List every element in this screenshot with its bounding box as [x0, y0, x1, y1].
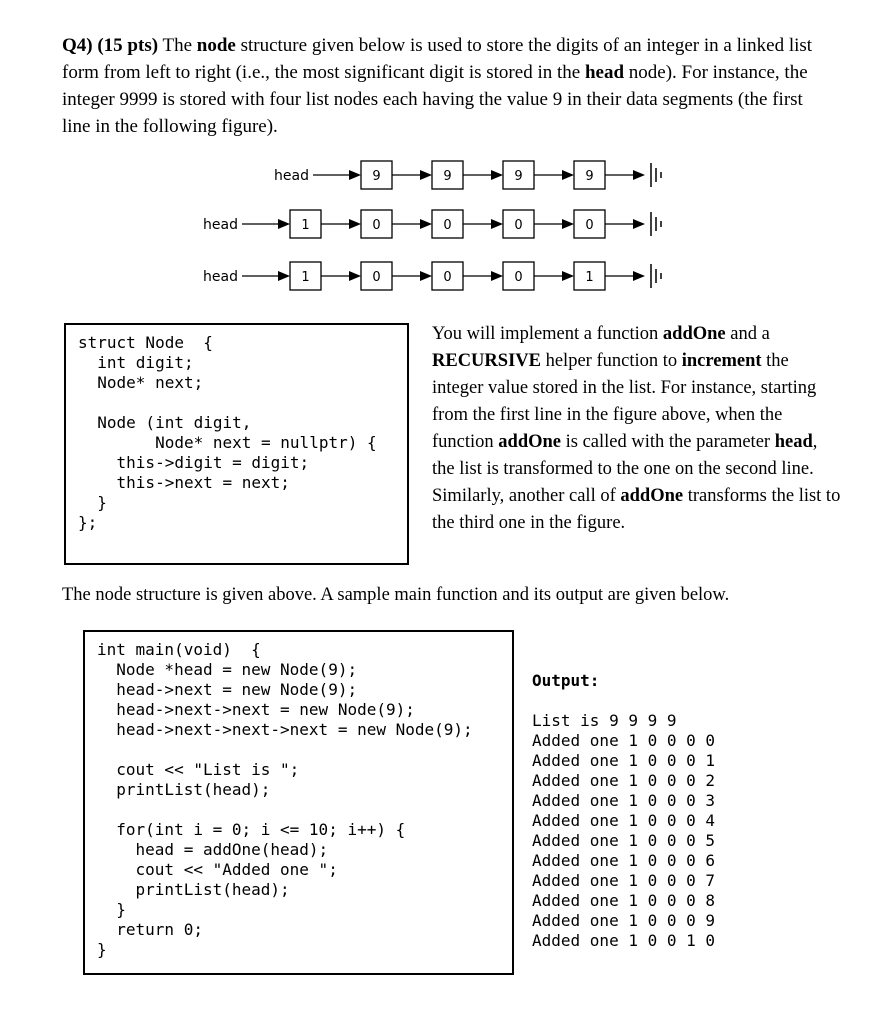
code-line: Node (int digit,: [78, 413, 252, 432]
struct-code-box: [64, 323, 409, 565]
task-part: transforms the list to the third one in the figure.: [432, 486, 841, 533]
question-bold: node: [196, 35, 236, 56]
code-line: Added one 1 0 0 0 0: [532, 731, 716, 750]
list-node-value: 0: [443, 218, 452, 233]
output-label: Output:: [532, 671, 600, 690]
head-label: head: [203, 269, 238, 285]
code-line: int main(void) {: [97, 640, 261, 659]
head-label: head: [274, 168, 309, 184]
linked-list-diagram: [0, 158, 883, 308]
question-part: The: [158, 35, 197, 56]
arrow-head: [562, 170, 574, 180]
list-node-value: 1: [585, 270, 594, 285]
arrow-head: [349, 170, 361, 180]
question-bold: head: [584, 62, 625, 83]
arrow-head: [491, 271, 503, 281]
task-part: and a: [725, 324, 770, 344]
task-bold: head: [774, 432, 813, 452]
list-node-value: 0: [585, 218, 594, 233]
task-part: helper function to: [540, 351, 682, 371]
code-line: printList(head);: [97, 780, 271, 799]
arrow-head: [420, 271, 432, 281]
code-line: struct Node {: [78, 333, 213, 352]
code-line: Added one 1 0 0 0 6: [532, 851, 716, 870]
code-line: Added one 1 0 0 0 3: [532, 791, 716, 810]
arrow-head: [420, 219, 432, 229]
code-line: Added one 1 0 0 0 2: [532, 771, 716, 790]
list-node-value: 0: [514, 218, 523, 233]
code-line: }: [78, 493, 107, 512]
list-node-value: 1: [301, 218, 310, 233]
code-line: [97, 800, 473, 820]
code-line: [97, 740, 473, 760]
arrow-head: [491, 170, 503, 180]
code-line: Node *head = new Node(9);: [97, 660, 358, 679]
list-node-value: 9: [372, 169, 381, 184]
task-part: the integer value stored in the list. For instance, starting from the first line in the figure above, when the function: [432, 351, 817, 452]
arrow-head: [349, 271, 361, 281]
code-line: }: [97, 940, 107, 959]
question-text: [62, 32, 832, 140]
task-description: [432, 321, 842, 537]
code-line: head->next = new Node(9);: [97, 680, 358, 699]
code-line: }: [97, 900, 126, 919]
list-node-value: 0: [372, 218, 381, 233]
code-line: [78, 393, 377, 413]
list-node-value: 9: [514, 169, 523, 184]
list-node-value: 0: [372, 270, 381, 285]
task-part: You will implement a function: [432, 324, 663, 344]
arrow-head: [278, 271, 290, 281]
arrow-head: [420, 170, 432, 180]
list-node-value: 9: [443, 169, 452, 184]
struct-code: [78, 333, 377, 533]
code-line: Added one 1 0 0 1 0: [532, 931, 716, 950]
code-line: return 0;: [97, 920, 203, 939]
arrow-head: [633, 219, 645, 229]
question-part: structure given below is used to store the digits of an integer in a linked list form from left to right (i.e., the most significant digit is stored in the: [62, 35, 813, 83]
task-bold: addOne: [620, 486, 684, 506]
arrow-head: [278, 219, 290, 229]
question-label: Q4) (15 pts): [62, 35, 159, 56]
list-node-value: 0: [514, 270, 523, 285]
code-line: head->next->next = new Node(9);: [97, 700, 415, 719]
arrow-head: [562, 271, 574, 281]
code-line: for(int i = 0; i <= 10; i++) {: [97, 820, 406, 839]
task-part: , the list is transformed to the one on the second line. Similarly, another call of: [432, 432, 818, 506]
question-part: node). For instance, the integer 9999 is stored with four list nodes each having the value 9 in their data segments (the first line in the following figure).: [62, 62, 808, 137]
code-line: int digit;: [78, 353, 194, 372]
code-line: cout << "List is ";: [97, 760, 300, 779]
code-line: cout << "Added one ";: [97, 860, 338, 879]
arrow-head: [633, 170, 645, 180]
code-line: this->next = next;: [78, 473, 290, 492]
arrow-head: [491, 219, 503, 229]
list-node-value: 9: [585, 169, 594, 184]
output-lines: [532, 711, 715, 951]
code-line: printList(head);: [97, 880, 290, 899]
code-line: Added one 1 0 0 0 1: [532, 751, 716, 770]
code-line: head = addOne(head);: [97, 840, 329, 859]
code-line: Node* next;: [78, 373, 204, 392]
code-line: Added one 1 0 0 0 7: [532, 871, 716, 890]
task-bold: addOne: [662, 324, 726, 344]
code-line: Added one 1 0 0 0 9: [532, 911, 716, 930]
code-line: this->digit = digit;: [78, 453, 310, 472]
task-part: is called with the parameter: [561, 432, 775, 452]
task-bold: increment: [681, 351, 762, 371]
code-line: head->next->next->next = new Node(9);: [97, 720, 473, 739]
list-node-value: 0: [443, 270, 452, 285]
code-line: Node* next = nullptr) {: [78, 433, 377, 452]
head-label: head: [203, 217, 238, 233]
code-line: Added one 1 0 0 0 5: [532, 831, 716, 850]
code-line: };: [78, 513, 98, 532]
code-line: List is 9 9 9 9: [532, 711, 677, 730]
main-code-box: [83, 630, 514, 975]
node-note: The node structure is given above. A sample main function and its output are given below.: [62, 585, 730, 605]
code-line: Added one 1 0 0 0 8: [532, 891, 716, 910]
code-line: Added one 1 0 0 0 4: [532, 811, 716, 830]
arrow-head: [562, 219, 574, 229]
main-code: [97, 640, 473, 960]
arrow-head: [349, 219, 361, 229]
list-node-value: 1: [301, 270, 310, 285]
task-bold: addOne: [498, 432, 561, 452]
arrow-head: [633, 271, 645, 281]
task-bold: RECURSIVE: [432, 351, 541, 371]
